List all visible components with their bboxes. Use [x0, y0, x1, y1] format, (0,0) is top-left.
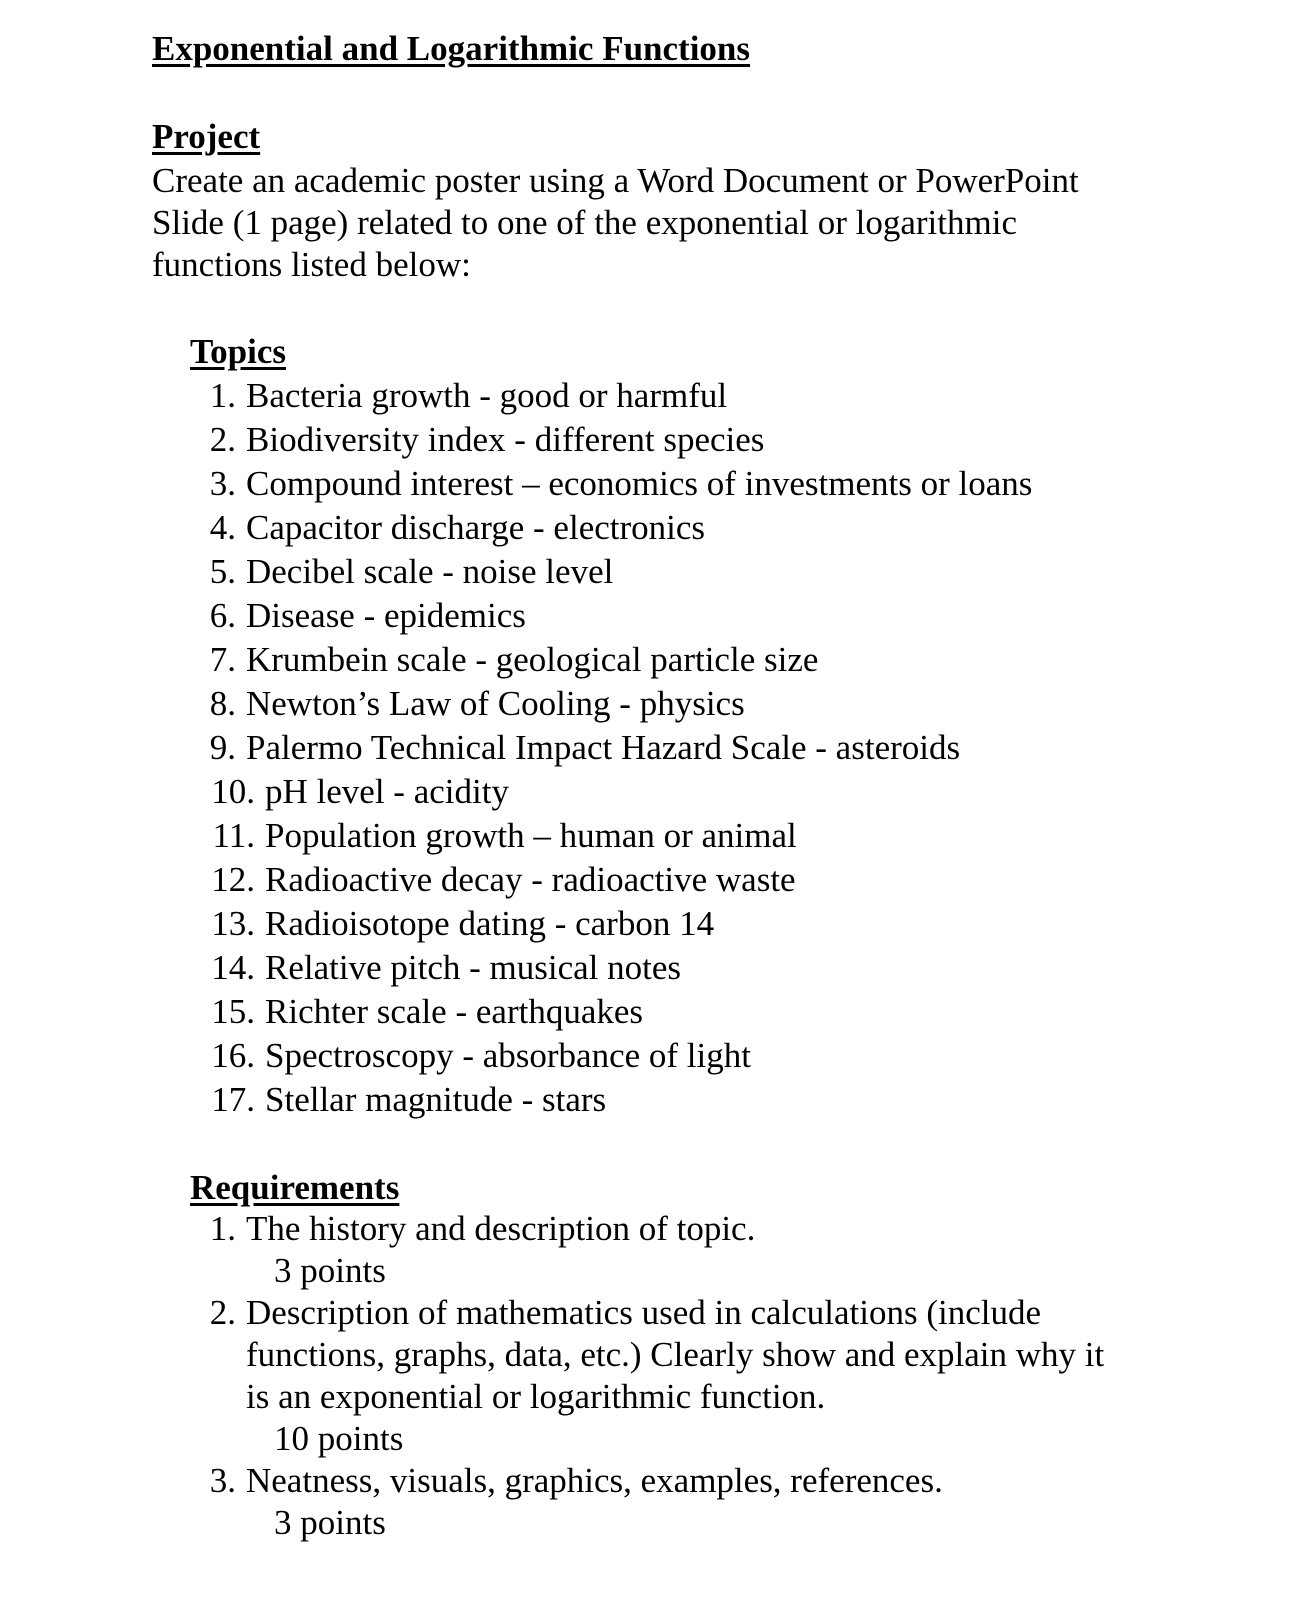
topic-text: Population growth – human or animal: [265, 816, 797, 855]
topic-text: Biodiversity index - different species: [246, 420, 765, 459]
topic-text: Decibel scale - noise level: [246, 552, 614, 591]
topic-number: 6.: [209, 596, 236, 635]
topic-item: [190, 726, 1032, 770]
requirement-points: 3 points: [274, 1251, 386, 1290]
topic-number: 15.: [211, 992, 255, 1031]
topic-text: Palermo Technical Impact Hazard Scale - asteroids: [246, 728, 961, 767]
project-heading: Project: [152, 117, 261, 156]
topic-text: Radioisotope dating - carbon 14: [265, 904, 715, 943]
topic-text: Richter scale - earthquakes: [265, 992, 644, 1031]
requirement-text: The history and description of topic.: [246, 1209, 756, 1248]
topics-heading: Topics: [190, 332, 286, 371]
requirements-heading: Requirements: [190, 1168, 400, 1207]
topic-item: [190, 1034, 1032, 1078]
document-title: Exponential and Logarithmic Functions: [152, 29, 751, 68]
topic-item: [190, 858, 1032, 902]
topic-item: [190, 550, 1032, 594]
topic-text: Bacteria growth - good or harmful: [246, 376, 728, 415]
topic-item: [190, 638, 1032, 682]
requirement-number: 3.: [209, 1461, 236, 1500]
topic-number: 12.: [211, 860, 255, 899]
topic-text: Spectroscopy - absorbance of light: [265, 1036, 751, 1075]
topic-item: [190, 682, 1032, 726]
topic-number: 10.: [211, 772, 255, 811]
requirement-item: [190, 1208, 1104, 1292]
topic-text: Krumbein scale - geological particle size: [246, 640, 819, 679]
topic-number: 2.: [209, 420, 236, 459]
topic-text: Disease - epidemics: [246, 596, 526, 635]
topic-item: [190, 462, 1032, 506]
topic-item: [190, 374, 1032, 418]
topic-text: pH level - acidity: [265, 772, 509, 811]
requirement-item: [190, 1292, 1104, 1460]
topic-item: [190, 770, 1032, 814]
topic-item: [190, 418, 1032, 462]
topic-item: [190, 814, 1032, 858]
project-line: Slide (1 page) related to one of the exponential or logarithmic: [152, 203, 1017, 242]
topic-number: 4.: [209, 508, 236, 547]
project-line: Create an academic poster using a Word Document or PowerPoint: [152, 161, 1079, 200]
topic-text: Newton’s Law of Cooling - physics: [246, 684, 745, 723]
topic-number: 14.: [211, 948, 255, 987]
requirement-text: functions, graphs, data, etc.) Clearly show and explain why it: [246, 1335, 1105, 1374]
requirement-points: 3 points: [274, 1503, 386, 1542]
topic-item: [190, 506, 1032, 550]
topic-item: [190, 1078, 1032, 1122]
topic-number: 8.: [209, 684, 236, 723]
topic-number: 7.: [209, 640, 236, 679]
topic-item: [190, 946, 1032, 990]
topic-number: 9.: [209, 728, 236, 767]
topic-number: 11.: [212, 816, 255, 855]
topic-number: 3.: [209, 464, 236, 503]
topics-list: [190, 374, 1032, 1122]
requirement-points: 10 points: [274, 1419, 404, 1458]
topic-text: Capacitor discharge - electronics: [246, 508, 706, 547]
project-line: functions listed below:: [152, 245, 471, 284]
requirement-number: 1.: [209, 1209, 236, 1248]
topic-item: [190, 902, 1032, 946]
topic-number: 17.: [211, 1080, 255, 1119]
requirement-number: 2.: [209, 1293, 236, 1332]
topic-number: 5.: [209, 552, 236, 591]
topic-number: 13.: [211, 904, 255, 943]
topic-text: Compound interest – economics of investments or loans: [246, 464, 1033, 503]
topic-number: 16.: [211, 1036, 255, 1075]
topic-text: Stellar magnitude - stars: [265, 1080, 607, 1119]
requirement-text: Description of mathematics used in calculations (include: [246, 1293, 1042, 1332]
topic-text: Radioactive decay - radioactive waste: [265, 860, 796, 899]
requirement-item: [190, 1460, 1104, 1544]
topic-item: [190, 990, 1032, 1034]
topic-text: Relative pitch - musical notes: [265, 948, 682, 987]
topic-item: [190, 594, 1032, 638]
requirement-text: Neatness, visuals, graphics, examples, references.: [246, 1461, 943, 1500]
requirements-list: [190, 1208, 1104, 1544]
topic-number: 1.: [209, 376, 236, 415]
project-description: [152, 160, 1152, 286]
requirement-text: is an exponential or logarithmic function.: [246, 1377, 826, 1416]
